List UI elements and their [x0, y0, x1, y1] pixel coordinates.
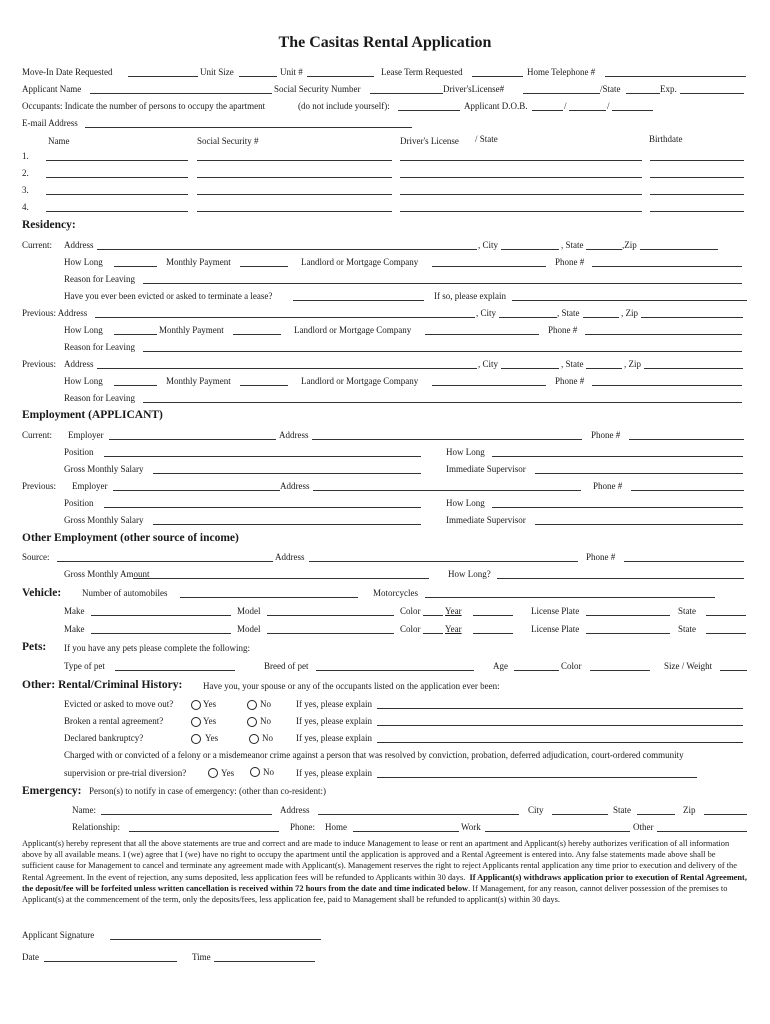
address-label: Address	[279, 430, 309, 440]
employer-label: Employer	[72, 481, 108, 491]
zip-label: Zip	[683, 805, 696, 815]
felony-explain-field[interactable]	[377, 777, 697, 778]
phone-label: Phone #	[555, 376, 585, 386]
current-landlord-field[interactable]	[432, 266, 546, 267]
emergency-work-phone-field[interactable]	[485, 831, 630, 832]
current-how-long-field[interactable]	[114, 266, 157, 267]
col-ssn-header: Social Security #	[197, 136, 259, 146]
ssn-label: Social Security Number	[274, 84, 361, 94]
pet-breed-label: Breed of pet	[264, 661, 309, 671]
landlord-label: Landlord or Mortgage Company	[301, 376, 419, 386]
make-label: Make	[64, 624, 85, 634]
state-label: , State	[561, 359, 584, 369]
col-dl-header: Driver's License	[400, 136, 459, 146]
dob-slash-1: /	[564, 101, 567, 111]
model-label: Model	[237, 624, 261, 634]
previous2-how-long-field[interactable]	[114, 385, 157, 386]
ssn-field[interactable]	[370, 93, 443, 94]
make-label: Make	[64, 606, 85, 616]
landlord-label: Landlord or Mortgage Company	[294, 325, 412, 335]
monthly-payment-label: Monthly Payment	[159, 325, 224, 335]
current-zip-field[interactable]	[640, 249, 718, 250]
emergency-state-field[interactable]	[637, 814, 675, 815]
pet-color-label: Color	[561, 661, 582, 671]
zip-label: , Zip	[624, 359, 641, 369]
previous-employer-address-field[interactable]	[313, 490, 581, 491]
time-label: Time	[192, 952, 211, 962]
home-telephone-field[interactable]	[605, 76, 746, 77]
evicted-explain-field[interactable]	[377, 708, 743, 709]
pets-prompt: If you have any pets please complete the following:	[64, 643, 250, 653]
occupant-2-name[interactable]	[46, 177, 188, 178]
state-label: , State	[561, 240, 584, 250]
state-label: State	[678, 606, 696, 616]
other-income-heading: Other Employment (other source of income)	[22, 532, 239, 544]
phone-label: Phone #	[555, 257, 585, 267]
evicted-question: Have you ever been evicted or asked to terminate a lease?	[64, 291, 273, 301]
occupant-3-license[interactable]	[400, 194, 642, 195]
previous2-monthly-payment-field[interactable]	[240, 385, 288, 386]
city-label: , City	[478, 359, 499, 369]
position-label: Position	[64, 447, 94, 457]
how-long-label: How Long	[64, 257, 103, 267]
emergency-prompt: Person(s) to notify in case of emergency: (other than co-resident:)	[89, 786, 327, 796]
disclaimer-body: Applicant(s) hereby represent that all the above statements are true and correct and are made to induce Management to lease or rent an apartment and Applicant(s) hereby authorizes verification of all information above by all available means. I (we) agree that I (we) have no right to occupy the apartment until the application is approved and a Rental Agreement is entered into. Any false statements made above shall be sufficient cause for Management to cancel and terminate any agreement made with Applicant(s). Management reserves the right to reject Applicants rental application any time prior to execution and delivery of the Rental Agreement. In the event of rejection, any sums deposited, less application fees will be refunded to Applicants within 30 days.	[22, 839, 737, 882]
vehicle2-model-field[interactable]	[267, 633, 394, 634]
dob-day-field[interactable]	[569, 110, 606, 111]
occupants-label: Occupants: Indicate the number of persons to occupy the apartment	[22, 101, 266, 111]
vehicle2-year-field[interactable]	[473, 633, 513, 634]
emergency-name-field[interactable]	[101, 814, 272, 815]
phone-label: Phone #	[591, 430, 621, 440]
evicted-answer-field[interactable]	[293, 300, 424, 301]
emergency-city-field[interactable]	[552, 814, 608, 815]
phone-label: Phone #	[548, 325, 578, 335]
previous1-monthly-payment-field[interactable]	[233, 334, 281, 335]
yes-label: Yes	[221, 768, 235, 778]
felony-question: Charged with or convicted of a felony or a misdemeanor crime against a person that was resolved by conviction, probation, deferred adjudication, court-ordered community	[64, 750, 684, 760]
previous2-city-field[interactable]	[501, 368, 559, 369]
previous1-phone-field[interactable]	[585, 334, 742, 335]
address-label: Address	[280, 481, 310, 491]
occupant-1-license[interactable]	[400, 160, 642, 161]
previous-employer-phone-field[interactable]	[631, 490, 744, 491]
if-so-label: If so, please explain	[434, 291, 506, 301]
previous2-reason-field[interactable]	[143, 402, 742, 403]
reason-label: Reason for Leaving	[64, 393, 135, 403]
occupant-1-birthdate[interactable]	[650, 160, 744, 161]
evicted-no-radio[interactable]	[247, 700, 257, 710]
previous-position-field[interactable]	[104, 507, 421, 508]
email-label: E-mail Address	[22, 118, 78, 128]
drivers-license-field[interactable]	[523, 93, 600, 94]
current-reason-field[interactable]	[143, 283, 742, 284]
applicant-signature-label: Applicant Signature	[22, 930, 95, 940]
broken-explain-field[interactable]	[377, 725, 743, 726]
no-label: No	[263, 767, 274, 777]
num-automobiles-label: Number of automobiles	[82, 588, 168, 598]
form-title: The Casitas Rental Application	[278, 34, 492, 51]
disclaimer-text	[22, 838, 748, 905]
state-label: , State	[557, 308, 580, 318]
vehicle1-state-field[interactable]	[706, 615, 746, 616]
occupants-note: (do not include yourself):	[298, 101, 390, 111]
col-state-header: / State	[475, 134, 498, 144]
row-number: 1.	[22, 151, 29, 161]
dob-slash-2: /	[607, 101, 610, 111]
no-label: No	[260, 716, 271, 726]
license-state-field[interactable]	[626, 93, 660, 94]
previous2-zip-field[interactable]	[644, 368, 743, 369]
lease-term-field[interactable]	[472, 76, 523, 77]
occupant-3-ssn[interactable]	[197, 194, 392, 195]
how-long-label: How Long	[64, 376, 103, 386]
previous2-state-field[interactable]	[586, 368, 622, 369]
drivers-license-label: Driver'sLicense#	[443, 84, 505, 94]
supervision-question: supervision or pre-trial diversion?	[64, 768, 187, 778]
date-field[interactable]	[44, 961, 177, 962]
previous-label: Previous:	[22, 359, 57, 369]
if-yes-label: If yes, please explain	[296, 768, 372, 778]
occupant-1-name[interactable]	[46, 160, 188, 161]
emergency-other-phone-field[interactable]	[657, 831, 747, 832]
applicant-name-field[interactable]	[90, 93, 272, 94]
current-monthly-payment-field[interactable]	[240, 266, 288, 267]
previous2-address-field[interactable]	[97, 368, 477, 369]
dob-month-field[interactable]	[532, 110, 563, 111]
motorcycles-label: Motorcycles	[373, 588, 418, 598]
state-label: State	[678, 624, 696, 634]
reason-label: Reason for Leaving	[64, 342, 135, 352]
vehicle2-plate-field[interactable]	[586, 633, 670, 634]
relationship-label: Relationship:	[72, 822, 120, 832]
motorcycles-field[interactable]	[425, 597, 715, 598]
current-label: Current:	[22, 430, 52, 440]
row-number: 3.	[22, 185, 29, 195]
occupant-3-birthdate[interactable]	[650, 194, 744, 195]
address-label: Address	[64, 240, 94, 250]
supervisor-label: Immediate Supervisor	[446, 515, 526, 525]
previous-supervisor-field[interactable]	[535, 524, 743, 525]
employment-heading: Employment (APPLICANT)	[22, 409, 163, 421]
previous-address-label: Previous: Address	[22, 308, 88, 318]
vehicle1-plate-field[interactable]	[586, 615, 670, 616]
vehicle1-model-field[interactable]	[267, 615, 394, 616]
state-label: State	[613, 805, 631, 815]
year-label: Year	[445, 624, 462, 634]
emergency-heading: Emergency:	[22, 785, 82, 797]
vehicle1-year-field[interactable]	[473, 615, 513, 616]
date-label: Date	[22, 952, 39, 962]
pet-age-field[interactable]	[514, 670, 559, 671]
previous1-reason-field[interactable]	[143, 351, 742, 352]
occupant-2-birthdate[interactable]	[650, 177, 744, 178]
previous1-address-field[interactable]	[95, 317, 475, 318]
if-yes-label: If yes, please explain	[296, 699, 372, 709]
license-exp-field[interactable]	[680, 93, 744, 94]
previous1-how-long-field[interactable]	[114, 334, 157, 335]
if-yes-label: If yes, please explain	[296, 733, 372, 743]
previous2-landlord-field[interactable]	[432, 385, 546, 386]
row-number: 2.	[22, 168, 29, 178]
emergency-address-field[interactable]	[318, 814, 519, 815]
address-label: Address	[64, 359, 94, 369]
applicant-name-label: Applicant Name	[22, 84, 82, 94]
gross-salary-label: Gross Monthly Salary	[64, 464, 144, 474]
supervisor-label: Immediate Supervisor	[446, 464, 526, 474]
income-phone-field[interactable]	[624, 561, 744, 562]
gross-salary-label: Gross Monthly Salary	[64, 515, 144, 525]
evicted-yes-radio[interactable]	[191, 700, 201, 710]
history-heading: Other: Rental/Criminal History:	[22, 679, 183, 691]
landlord-label: Landlord or Mortgage Company	[301, 257, 419, 267]
yes-label: Yes	[203, 699, 217, 709]
vehicle2-color-field[interactable]	[423, 633, 443, 634]
phone-label: Phone:	[290, 822, 316, 832]
previous1-state-field[interactable]	[583, 317, 619, 318]
unit-size-field[interactable]	[239, 76, 277, 77]
lease-term-label: Lease Term Requested	[381, 67, 463, 77]
current-phone-field[interactable]	[592, 266, 742, 267]
broken-no-radio[interactable]	[247, 717, 257, 727]
previous2-phone-field[interactable]	[592, 385, 742, 386]
broken-question: Broken a rental agreement?	[64, 716, 164, 726]
phone-label: Phone #	[593, 481, 623, 491]
occupant-4-license[interactable]	[400, 211, 642, 212]
bankrupt-question: Declared bankruptcy?	[64, 733, 144, 743]
move-in-label: Move-In Date Requested	[22, 67, 113, 77]
emergency-home-phone-field[interactable]	[353, 831, 459, 832]
vehicle1-color-field[interactable]	[423, 615, 443, 616]
broken-yes-radio[interactable]	[191, 717, 201, 727]
felony-no-radio[interactable]	[250, 767, 260, 777]
pet-color-field[interactable]	[590, 670, 650, 671]
emergency-relationship-field[interactable]	[129, 831, 279, 832]
how-long-label: How Long	[446, 447, 485, 457]
no-label: No	[260, 699, 271, 709]
income-how-long-field[interactable]	[497, 578, 744, 579]
disclaimer-body-end: . If Management, for any reason, cannot deliver possession of the premises to Applicant(s) at the commencement of the term, only the deposits/fees, less application fee, paid to Management shall be refunded to applicant(s) within 30 days.	[22, 883, 728, 905]
move-in-field[interactable]	[128, 76, 198, 77]
bankrupt-no-radio[interactable]	[249, 734, 259, 744]
home-label: Home	[325, 822, 347, 832]
residency-heading: Residency:	[22, 219, 76, 231]
how-long-label: How Long	[446, 498, 485, 508]
no-label: No	[262, 733, 273, 743]
email-field[interactable]	[85, 127, 412, 128]
col-name-header: Name	[48, 136, 70, 146]
zip-label: ,Zip	[622, 240, 637, 250]
year-label: Year	[445, 606, 462, 616]
num-automobiles-field[interactable]	[180, 597, 358, 598]
time-field[interactable]	[214, 961, 315, 962]
occupant-1-ssn[interactable]	[197, 160, 392, 161]
current-employer-address-field[interactable]	[312, 439, 582, 440]
how-long-label: How Long?	[448, 569, 491, 579]
previous-employer-field[interactable]	[113, 490, 280, 491]
current-address-field[interactable]	[97, 249, 477, 250]
how-long-label: How Long	[64, 325, 103, 335]
unit-number-field[interactable]	[307, 76, 374, 77]
license-state-label: /State	[600, 84, 621, 94]
other-label: Other	[633, 822, 654, 832]
occupant-2-ssn[interactable]	[197, 177, 392, 178]
source-label: Source:	[22, 552, 50, 562]
city-label: , City	[476, 308, 497, 318]
position-label: Position	[64, 498, 94, 508]
previous1-zip-field[interactable]	[641, 317, 743, 318]
pet-breed-field[interactable]	[316, 670, 474, 671]
row-number: 4.	[22, 202, 29, 212]
income-address-field[interactable]	[309, 561, 578, 562]
work-label: Work	[461, 822, 481, 832]
pet-type-field[interactable]	[115, 670, 235, 671]
current-job-how-long-field[interactable]	[492, 456, 743, 457]
felony-yes-radio[interactable]	[208, 768, 218, 778]
license-exp-label: Exp.	[660, 84, 677, 94]
address-label: Address	[280, 805, 310, 815]
bankrupt-explain-field[interactable]	[377, 742, 743, 743]
address-label: Address	[275, 552, 305, 562]
current-city-field[interactable]	[501, 249, 559, 250]
occupants-count-field[interactable]	[398, 110, 460, 111]
vehicle-heading: Vehicle:	[22, 587, 62, 599]
monthly-payment-label: Monthly Payment	[166, 257, 231, 267]
vehicle2-make-field[interactable]	[91, 633, 231, 634]
previous-gross-salary-field[interactable]	[153, 524, 421, 525]
phone-label: Phone #	[586, 552, 616, 562]
occupant-4-ssn[interactable]	[197, 211, 392, 212]
current-state-field[interactable]	[586, 249, 622, 250]
current-supervisor-field[interactable]	[535, 473, 743, 474]
evicted-explain-field[interactable]	[512, 300, 747, 301]
gross-amount-label: Gross Monthly Amount	[64, 569, 150, 579]
previous1-city-field[interactable]	[499, 317, 557, 318]
pet-type-label: Type of pet	[64, 661, 105, 671]
current-employer-phone-field[interactable]	[629, 439, 744, 440]
city-label: City	[528, 805, 544, 815]
evicted-question: Evicted or asked to move out?	[64, 699, 174, 709]
yes-label: Yes	[203, 716, 217, 726]
applicant-dob-label: Applicant D.O.B.	[464, 101, 528, 111]
unit-number-label: Unit #	[280, 67, 303, 77]
emergency-zip-field[interactable]	[704, 814, 747, 815]
income-source-field[interactable]	[57, 561, 273, 562]
occupant-4-name[interactable]	[46, 211, 188, 212]
pets-heading: Pets:	[22, 641, 47, 653]
name-label: Name:	[72, 805, 96, 815]
color-label: Color	[400, 606, 421, 616]
previous1-landlord-field[interactable]	[425, 334, 539, 335]
reason-label: Reason for Leaving	[64, 274, 135, 284]
zip-label: , Zip	[621, 308, 638, 318]
pet-size-label: Size / Weight	[664, 661, 713, 671]
unit-size-label: Unit Size	[200, 67, 234, 77]
color-label: Color	[400, 624, 421, 634]
pet-size-field[interactable]	[720, 670, 747, 671]
history-prompt: Have you, your spouse or any of the occupants listed on the application ever been:	[203, 681, 500, 691]
applicant-signature-field[interactable]	[110, 939, 321, 940]
dob-year-field[interactable]	[612, 110, 653, 111]
employer-label: Employer	[68, 430, 104, 440]
model-label: Model	[237, 606, 261, 616]
col-birthdate-header: Birthdate	[649, 134, 683, 144]
vehicle2-state-field[interactable]	[706, 633, 746, 634]
occupant-4-birthdate[interactable]	[650, 211, 744, 212]
current-position-field[interactable]	[104, 456, 421, 457]
monthly-payment-label: Monthly Payment	[166, 376, 231, 386]
vehicle1-make-field[interactable]	[91, 615, 231, 616]
license-plate-label: License Plate	[531, 606, 580, 616]
occupant-2-license[interactable]	[400, 177, 642, 178]
current-label: Current:	[22, 240, 52, 250]
license-plate-label: License Plate	[531, 624, 580, 634]
if-yes-label: If yes, please explain	[296, 716, 372, 726]
occupant-3-name[interactable]	[46, 194, 188, 195]
current-gross-salary-field[interactable]	[153, 473, 421, 474]
home-telephone-label: Home Telephone #	[527, 67, 596, 77]
current-employer-field[interactable]	[109, 439, 276, 440]
bankrupt-yes-radio[interactable]	[191, 734, 201, 744]
yes-label: Yes	[205, 733, 219, 743]
disclaimer-bold: If Applicant(s) withdraws application prior to execution of Rental Agreement, the deposit/fee will be forfeited unless written cancellation is received within 72 hours from the date and time indicated below	[22, 872, 747, 893]
previous-label: Previous:	[22, 481, 57, 491]
previous-job-how-long-field[interactable]	[492, 507, 743, 508]
city-label: , City	[478, 240, 499, 250]
pet-age-label: Age	[493, 661, 508, 671]
income-gross-amount-field[interactable]	[133, 578, 429, 579]
